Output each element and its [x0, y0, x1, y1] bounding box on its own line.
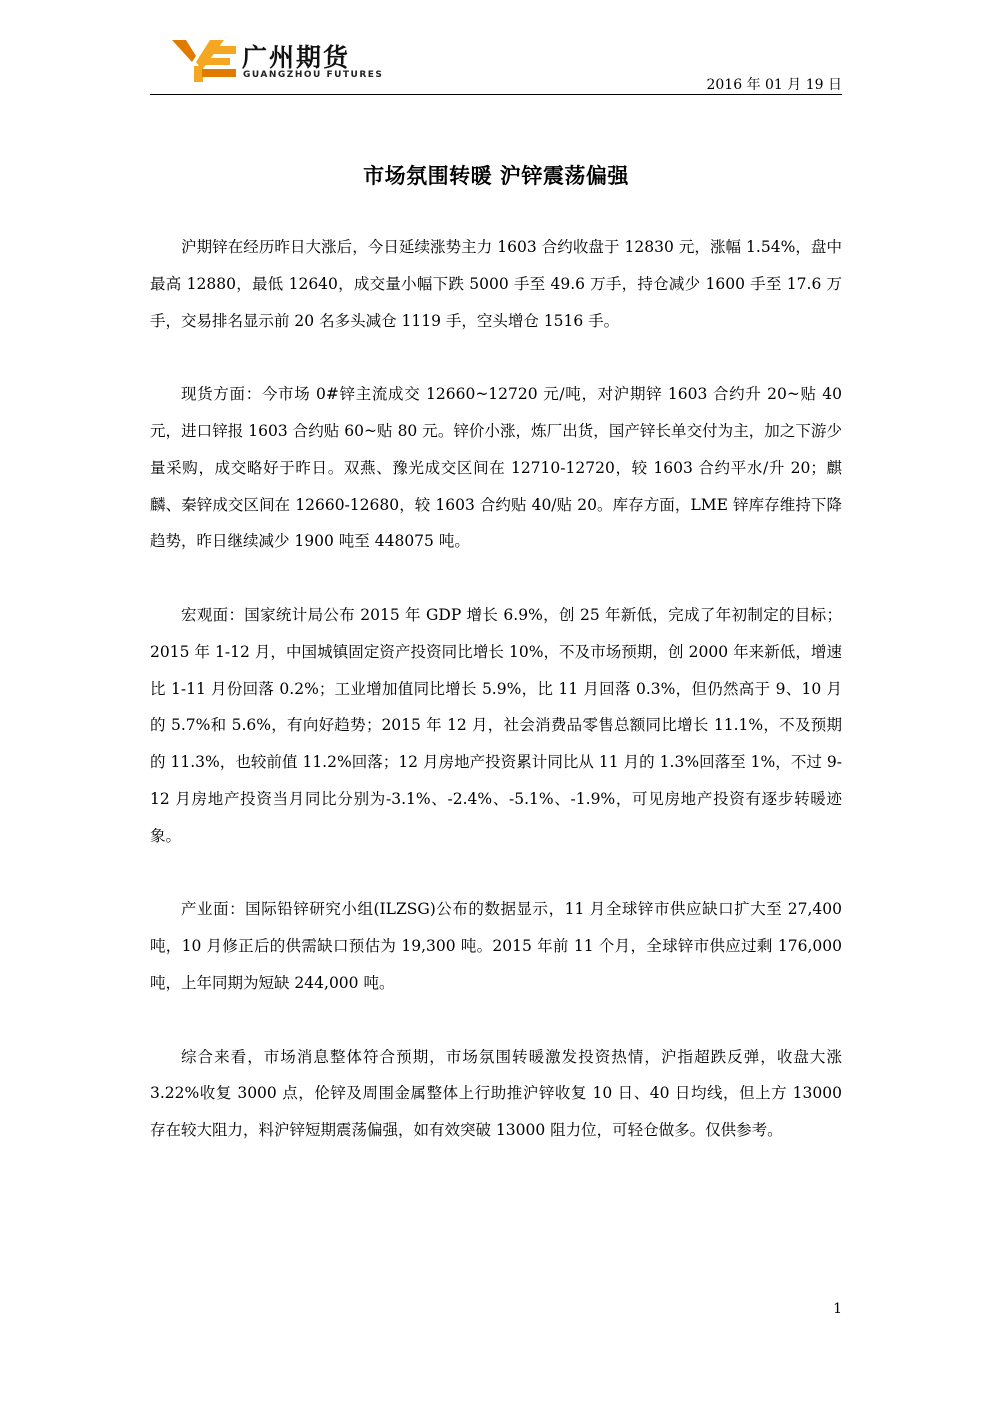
- paragraph-industry: 产业面：国际铅锌研究小组(ILZSG)公布的数据显示，11 月全球锌市供应缺口扩大至 27,400 吨，10 月修正后的供需缺口预估为 19,300 吨。2015 年前 11 个月，全球锌市供应过剩 176,000 吨，上年同期为短缺 244,000 吨。: [150, 900, 842, 992]
- paragraph-market-summary: 沪期锌在经历昨日大涨后，今日延续涨势主力 1603 合约收盘于 12830 元，涨幅 1.54%，盘中最高 12880，最低 12640，成交量小幅下跌 5000 手至 49.6 万手，持仓减少 1600 手至 17.6 万手，交易排名显示前 20 名多头减仓 1119 手，空头增仓 1516 手。: [150, 238, 842, 330]
- logo-chinese-name: 广州期货: [242, 43, 351, 72]
- paragraph-conclusion: 综合来看，市场消息整体符合预期，市场氛围转暖激发投资热情，沪指超跌反弹，收盘大涨 3.22%收复 3000 点，伦锌及周围金属整体上行助推沪锌收复 10 日、40 日均线，但上方 13000 存在较大阻力，料沪锌短期震荡偏强，如有效突破 13000 阻力位，可轻仓做多。仅供参考。: [150, 1047, 842, 1140]
- report-title: 市场氛围转暖 沪锌震荡偏强: [363, 164, 629, 188]
- logo-english-name: GUANGZHOU FUTURES: [243, 70, 384, 80]
- paragraph-macro: 宏观面：国家统计局公布 2015 年 GDP 增长 6.9%，创 25 年新低，完成了年初制定的目标；2015 年 1-12 月，中国城镇固定资产投资同比增长 10%，不及市场预期，创 2000 年来新低，增速比 1-11 月份回落 0.2%；工业增加值同比增长 5.9%，比 11 月回落 0.3%，但仍然高于 9、10 月的 5.7%和 5.6%，有向好趋势；2015 年 12 月，社会消费品零售总额同比增长 11.1%，不及预期的 11.3%，也较前值 11.2%回落；12 月房地产投资累计同比从 11 月的 1.3%回落至 1%，不过 9-12 月房地产投资当月同比分别为-3.1%、-2.4%、-5.1%、-1.9%，可见房地产投资有逐步转暖迹象。: [150, 605, 842, 845]
- paragraph-spot-market: 现货方面：今市场 0#锌主流成交 12660~12720 元/吨，对沪期锌 1603 合约升 20~贴 40 元，进口锌报 1603 合约贴 60~贴 80 元。锌价小涨，炼厂出货，国产锌长单交付为主，加之下游少量采购，成交略好于昨日。双燕、豫光成交区间在 12710-12720，较 1603 合约平水/升 20；麒麟、秦锌成交区间在 12660-12680，较 1603 合约贴 40/贴 20。库存方面，LME 锌库存维持下降趋势，昨日继续减少 1900 吨至 448075 吨。: [150, 385, 842, 551]
- header-divider: [150, 94, 842, 95]
- report-date: 2016 年 01 月 19 日: [706, 77, 842, 93]
- logo-mark-icon: [172, 38, 238, 84]
- company-logo: [172, 38, 384, 84]
- page-number: 1: [833, 1301, 842, 1317]
- report-body: [150, 229, 842, 1186]
